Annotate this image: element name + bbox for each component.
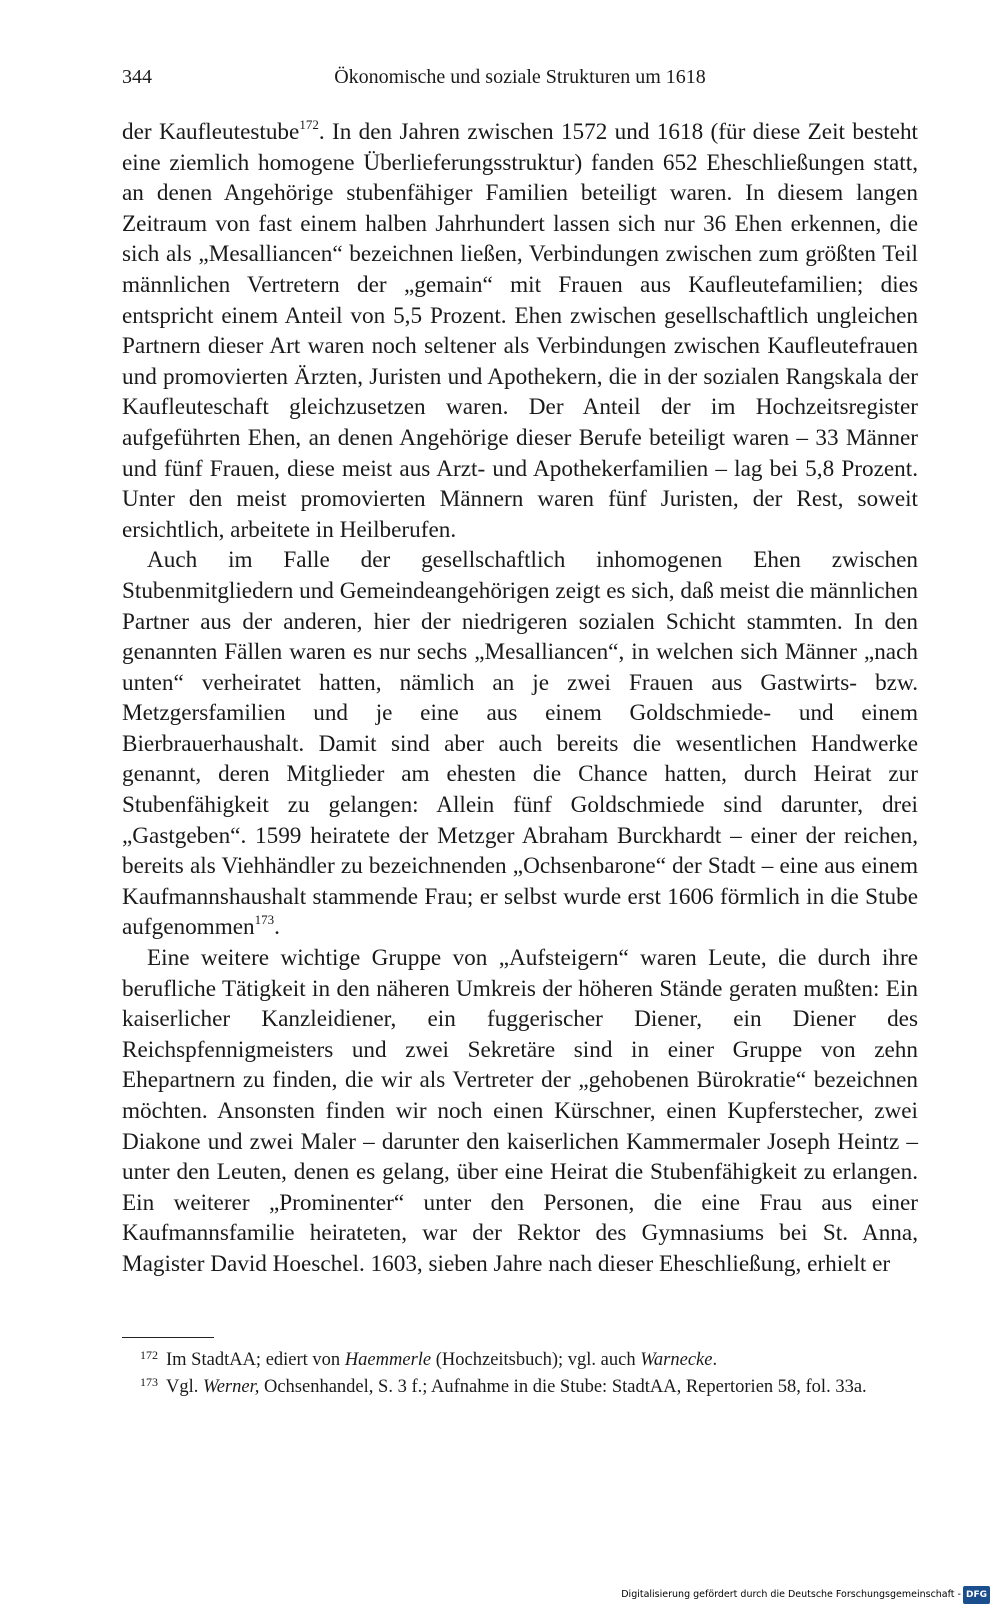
footnote-text: (Hochzeitsbuch); vgl. auch — [431, 1350, 641, 1370]
footnote-author: Haemmerle — [344, 1350, 432, 1370]
credit-text: Digitalisierung gefördert durch die Deutsche Forschungsgemeinschaft - — [621, 1589, 961, 1600]
running-title: Ökonomische und soziale Strukturen um 1618 — [334, 66, 706, 88]
footnote-number: 172 — [140, 1348, 158, 1362]
footnote-text: Vgl. — [166, 1377, 203, 1397]
footnotes — [122, 1348, 918, 1402]
footnote-text: Im StadtAA; ediert von — [166, 1350, 345, 1370]
paragraph-text: der Kaufleutestube — [122, 119, 300, 145]
footnote-173 — [122, 1375, 918, 1401]
footnote-ref-172: 172 — [299, 117, 319, 132]
main-text — [122, 117, 918, 1280]
paragraph-1 — [122, 117, 918, 545]
footnote-172 — [122, 1348, 918, 1374]
paragraph-text: . In den Jahren zwischen 1572 und 1618 (für diese Zeit besteht eine ziemlich homogene Überlieferungsstruktur) fanden 652 Eheschließungen statt, an denen Angehörige stubenfähiger Familien beteiligt waren. In diesem langen Zeitraum von fast einem halben Jahrhundert lassen sich nur 36 Ehen erkennen, die sich als „Mesalliancen“ bezeichnen ließen, Verbindungen zwischen zum größten Teil männlichen Vertretern der „gemain“ mit Frauen aus Kaufleutefamilien; dies entspricht einem Anteil von 5,5 Prozent. Ehen zwischen gesellschaftlich ungleichen Partnern dieser Art waren noch seltener als Verbindungen zwischen Kaufleutefrauen und promovierten Ärzten, Juristen und Apothekern, die in der sozialen Rangskala der Kaufleuteschaft gleichzusetzen waren. Der Anteil der im Hochzeitsregister aufgeführten Ehen, an denen Angehörige dieser Berufe beteiligt waren – 33 Männer und fünf Frauen, diese meist aus Arzt- und Apothekerfamilien – lag bei 5,8 Prozent. Unter den meist promovierten Männern waren fünf Juristen, der Rest, soweit ersichtlich, arbeitete in Heilberufen. — [122, 119, 919, 543]
dfg-logo-icon: DFG — [963, 1586, 990, 1604]
paragraph-text: . — [274, 914, 280, 941]
paragraph-3: Eine weitere wichtige Gruppe von „Aufsteigern“ waren Leute, die durch ihre berufliche Tätigkeit in den näheren Umkreis der höheren Stände geraten mußten: Ein kaiserlicher Kanzleidiener, ein fuggerischer Diener, ein Diener des Reichspfennigmeisters und zwei Sekretäre sind in einer Gruppe von zehn Ehepartnern zu finden, die wir als Vertreter der „gehobenen Bürokratie“ bezeichnen möchten. Ansonsten finden wir noch einen Kürschner, einen Kupferstecher, zwei Diakone und zwei Maler – darunter den kaiserlichen Kammermaler Joseph Heintz – unter den Leuten, denen es gelang, über eine Heirat die Stubenfähigkeit zu erlangen. Ein weiterer „Prominenter“ unter den Personen, die eine Frau aus einer Kaufmannsfamilie heirateten, war der Rektor des Gymnasiums bei St. Anna, Magister David Hoeschel. 1603, sieben Jahre nach dieser Eheschließung, erhielt er — [122, 945, 918, 1277]
footnote-text: . — [712, 1350, 718, 1370]
digitization-credit — [621, 1587, 990, 1603]
footnote-number: 173 — [140, 1375, 158, 1389]
footnote-text: Ochsenhandel, S. 3 f.; Aufnahme in die Stube: StadtAA, Repertorien 58, fol. 33a. — [259, 1377, 867, 1397]
footnote-author: Werner, — [203, 1377, 260, 1397]
paragraph-text: Auch im Falle der gesellschaftlich inhomogenen Ehen zwischen Stubenmitgliedern und Gemeindeangehörigen zeigt es sich, daß meist die männlichen Partner aus der anderen, hier der niedrigeren sozialen Schicht stammten. In den genannten Fällen waren es nur sechs „Mesalliancen“, in welchen sich Männer „nach unten“ verheiratet hatten, nämlich an je zwei Frauen aus Gastwirts- bzw. Metzgersfamilien und je eine aus einem Goldschmiede- und einem Bierbrauerhaushalt. Damit sind aber auch bereits die wesentlichen Handwerke genannt, deren Mitglieder am ehesten die Chance hatten, durch Heirat zur Stubenfähigkeit zu gelangen: Allein fünf Goldschmiede sind darunter, drei „Gastgeben“. 1599 heiratete der Metzger Abraham Burckhardt – einer der reichen, bereits als Viehhändler zu bezeichnenden „Ochsenbarone“ der Stadt – eine aus einem Kaufmannshaushalt stammende Frau; er selbst wurde erst 1606 förmlich in die Stube aufgenommen — [122, 547, 918, 941]
page-number: 344 — [122, 66, 152, 88]
page-header — [122, 62, 918, 92]
footnote-divider — [122, 1337, 214, 1338]
paragraph-2 — [122, 545, 918, 943]
footnote-ref-173: 173 — [254, 912, 275, 928]
footnote-author: Warnecke — [640, 1350, 713, 1370]
